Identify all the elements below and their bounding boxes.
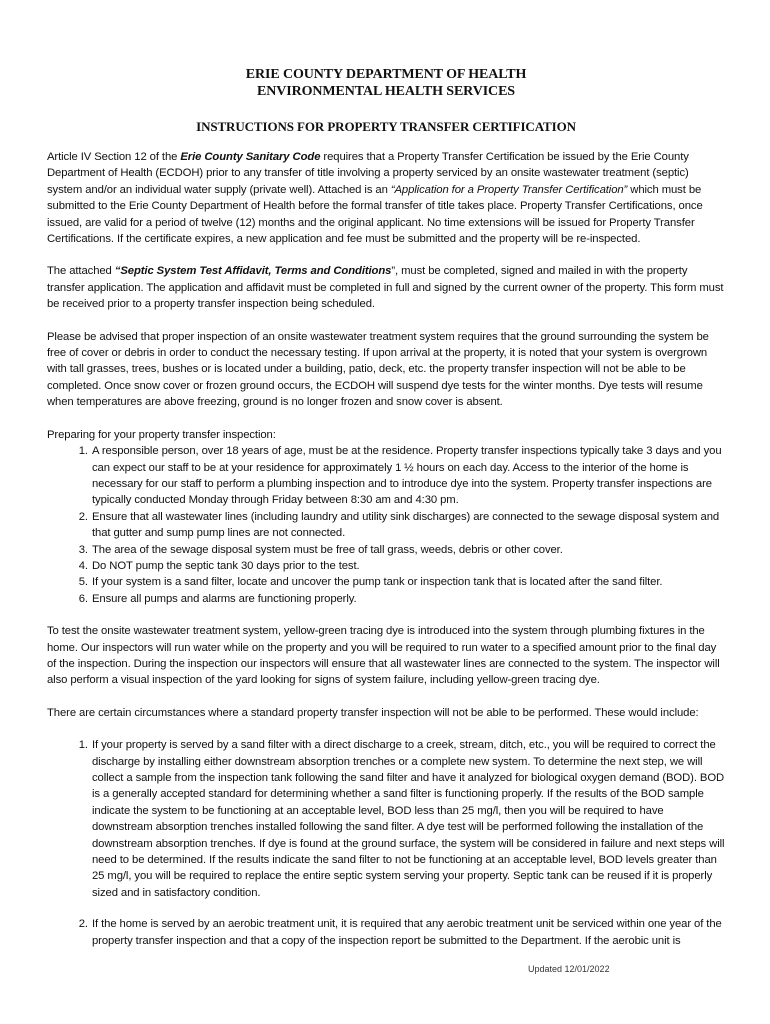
instructions-heading: INSTRUCTIONS FOR PROPERTY TRANSFER CERTIFICATION [196, 119, 576, 134]
application-title-emphasis: “Application for a Property Transfer Certification” [390, 183, 628, 196]
text-run: which must be submitted to the Erie County Department of Health before the formal transfer of title takes place. Property Transfer Certifications, once issued, are valid for a period of twelve (12) months and the original applicant. No time extensions will be issued for Property Transfer Certifications. If the certificate expires, a new application and fee must be submitted and the property will be re-inspected. [47, 183, 703, 246]
list-item: 1. If your property is served by a sand filter with a direct discharge to a creek, stream, ditch, etc., you will be required to correct the discharge by installing either downstream absorption trenches or a complete new system. To determine the next step, we will collect a sample from the inspection tank following the sand filter and have it analyzed for biological oxygen demand (BOD). BOD is a generally accepted standard for determining whether a sand filter is functioning properly. If the results of the BOD sample indicate the system to be functioning at an acceptable level, BOD less than 25 mg/l, then you will be required to have downstream absorption trenches installed following the sand filter. A dye test will be performed following the installation of the downstream absorption trenches. If dye is found at the ground surface, the system will be considered in failure and next steps will need to be determined. If the results indicate the sand filter to not be functioning at an acceptable level, BOD levels greater than 25 mg/l, you will be required to replace the entire septic system serving your property. Septic tank can be reused if it is properly sized and in satisfactory condition. [91, 737, 725, 901]
department-name: ERIE COUNTY DEPARTMENT OF HEALTH [245, 67, 527, 82]
circumstances-list [47, 737, 725, 949]
paragraph-circumstances-intro: There are certain circumstances where a standard property transfer inspection will not be able to be performed. These would include: [47, 706, 699, 719]
division-name: ENVIRONMENTAL HEALTH SERVICES [256, 84, 515, 99]
list-item: 2. Ensure that all wastewater lines (including laundry and utility sink discharges) are connected to the sewage disposal system and that gutter and sump pump lines are not connected. [91, 509, 725, 542]
text-run: requires that a Property Transfer Certification be issued by the Erie County Department of Health (ECDOH) prior to any transfer of title involving a property serviced by an onsite wastewater treatment (septic) system and/or an individual water supply (private well). Attached is an [47, 151, 689, 196]
paragraph-dye-test: To test the onsite wastewater treatment system, yellow-green tracing dye is introduced into the system through plumbing fixtures in the home. Our inspectors will run water while on the property and you will be required to run water to a specified amount prior to the final day of the inspection. During the inspection our inspectors will ensure that all wastewater lines are connected to the system. The inspector will also perform a visual inspection of the yard looking for signs of system failure, including yellow-green tracing dye. [47, 625, 720, 687]
preparation-intro: Preparing for your property transfer inspection: [47, 428, 276, 441]
paragraph-affidavit [47, 263, 725, 312]
preparation-list [47, 443, 725, 607]
paragraph-inspection-conditions: Please be advised that proper inspection of an onsite wastewater treatment system requires that the ground surrounding the system be free of cover or debris in order to conduct the necessary testing. If upon arrival at the property, it is noted that your system is overgrown with tall grasses, trees, bushes or is located under a building, patio, deck, etc. the property transfer inspection will not be able to be completed. Once snow cover or frozen ground occurs, the ECDOH will suspend dye tests for the winter months. Dye tests will resume when temperatures are above freezing, ground is no longer frozen and snow cover is absent. [47, 330, 709, 409]
department-title [47, 66, 725, 100]
text-run: Article IV Section 12 of the [47, 151, 181, 163]
document-body [47, 66, 725, 965]
list-item: 5. If your system is a sand filter, locate and uncover the pump tank or inspection tank that is located after the sand filter. [91, 574, 725, 590]
text-run: The attached [47, 265, 115, 278]
list-item: 2. If the home is served by an aerobic treatment unit, it is required that any aerobic treatment unit be serviced within one year of the property transfer inspection and that a copy of the inspection report be submitted to the Department. If the aerobic unit is [91, 916, 725, 949]
affidavit-title-emphasis: “Septic System Test Affidavit, Terms and Conditions [114, 265, 392, 278]
list-item: 1. A responsible person, over 18 years of age, must be at the residence. Property transfer inspections typically take 3 days and you can expect our staff to be at your residence for approximately 1 ½ hours on each day. Access to the interior of the home is necessary for our staff to perform a plumbing inspection and to introduce dye into the system. Property transfer inspections are typically conducted Monday through Friday between 8:30 am and 4:30 pm. [91, 443, 725, 509]
paragraph-sanitary-code [47, 149, 725, 247]
list-item: 3. The area of the sewage disposal system must be free of tall grass, weeds, debris or other cover. [91, 542, 725, 558]
updated-date: Updated 12/01/2022 [528, 964, 610, 974]
list-item: 4. Do NOT pump the septic tank 30 days prior to the test. [91, 558, 725, 574]
text-run: ”, must be completed, signed and mailed in with the property transfer application. The application and affidavit must be completed in full and signed by the current owner of the property. This form must be received prior to a property transfer inspection being scheduled. [47, 265, 724, 311]
sanitary-code-emphasis: Erie County Sanitary Code [180, 151, 321, 163]
list-item: 6. Ensure all pumps and alarms are functioning properly. [91, 591, 725, 607]
